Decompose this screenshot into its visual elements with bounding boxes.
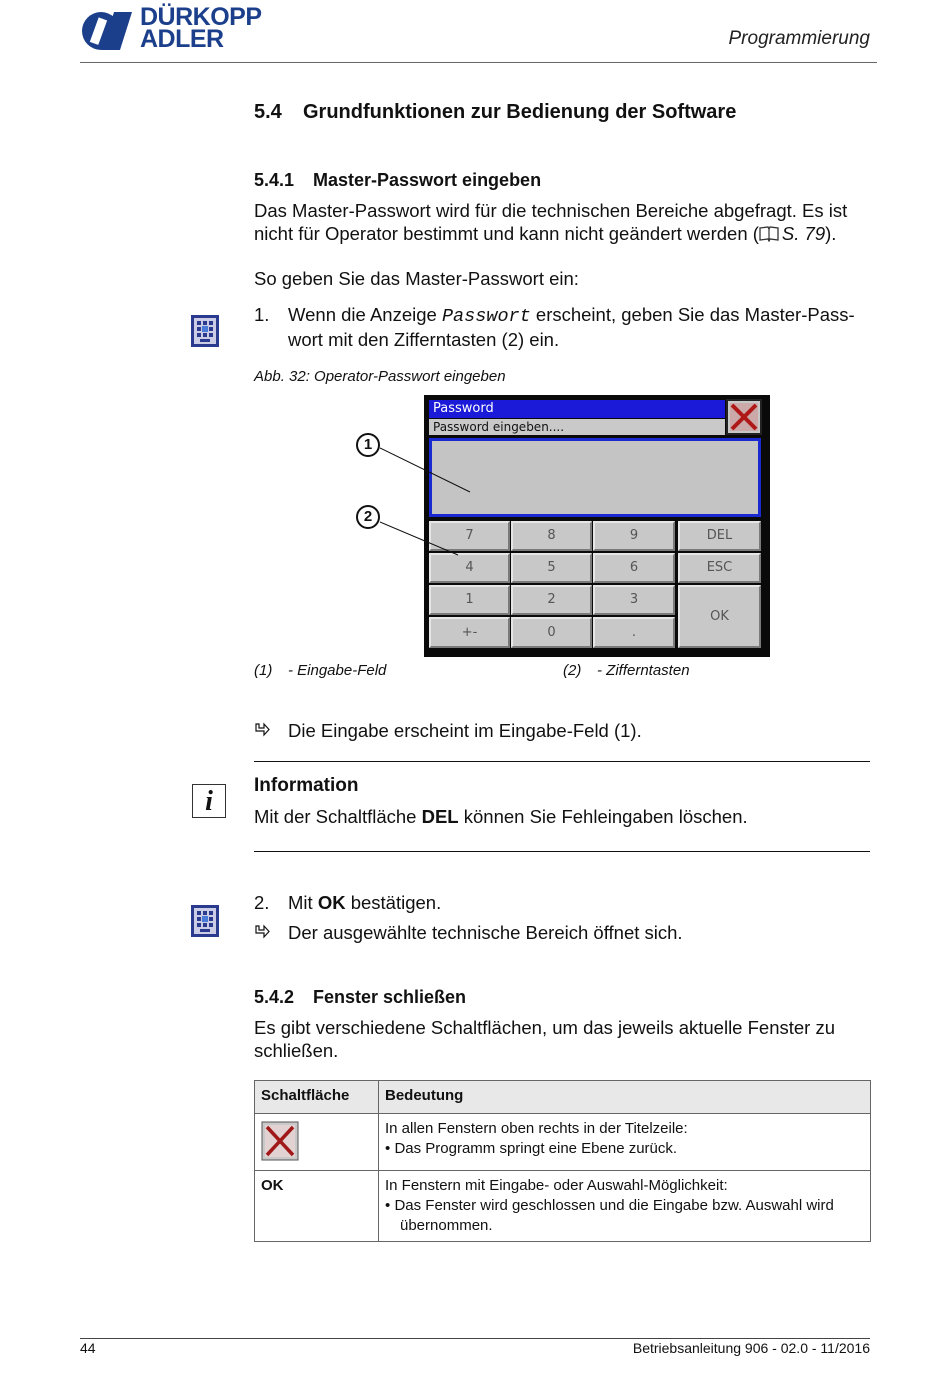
info-bottom-divider bbox=[254, 851, 870, 852]
step-1-line bbox=[254, 303, 870, 328]
intro-line: schließen. bbox=[254, 1040, 339, 1061]
dialog-prompt: Password eingeben.... bbox=[429, 419, 725, 435]
result-text: Der ausgewählte technische Bereich öffnet sich. bbox=[288, 922, 683, 943]
key-plus-minus[interactable]: +- bbox=[429, 617, 510, 648]
section-title: Grundfunktionen zur Bedienung der Software bbox=[303, 101, 737, 123]
step-text: Mit bbox=[288, 892, 318, 913]
header-section-title: Programmierung bbox=[728, 28, 870, 49]
table-header-row bbox=[255, 1081, 871, 1114]
callout-2: 2 bbox=[356, 505, 380, 529]
figure-caption: Abb. 32: Operator-Passwort eingeben bbox=[254, 368, 506, 385]
intro-line bbox=[254, 222, 870, 245]
input-field[interactable] bbox=[429, 438, 761, 517]
key-7[interactable]: 7 bbox=[429, 521, 510, 551]
bullet-glyph: • bbox=[385, 1197, 391, 1214]
bullet-text: Das Programm springt eine Ebene zurück. bbox=[394, 1140, 678, 1157]
section-heading-5-4-1 bbox=[254, 170, 541, 191]
keypad-operator-icon bbox=[191, 905, 219, 937]
result-1 bbox=[254, 719, 870, 742]
key-5[interactable]: 5 bbox=[511, 553, 592, 583]
step-text: bestätigen. bbox=[345, 892, 442, 913]
cell-bullet bbox=[385, 1196, 864, 1236]
key-decimal[interactable]: . bbox=[593, 617, 675, 648]
table-cell bbox=[255, 1114, 379, 1171]
legend-text: - Eingabe-Feld bbox=[288, 662, 387, 679]
key-3[interactable]: 3 bbox=[593, 585, 675, 615]
step-2 bbox=[254, 891, 870, 914]
legend-text: - Zifferntasten bbox=[597, 662, 690, 679]
cell-text: In Fenstern mit Eingabe- oder Auswahl-Möglichkeit: bbox=[385, 1177, 728, 1194]
key-9[interactable]: 9 bbox=[593, 521, 675, 551]
step-text: erscheint, geben Sie das Master-Pass- bbox=[530, 304, 855, 325]
bullet-glyph: • bbox=[385, 1140, 391, 1157]
info-text-part: können Sie Fehleingaben löschen. bbox=[458, 806, 748, 827]
key-1[interactable]: 1 bbox=[429, 585, 510, 615]
table-cell bbox=[379, 1114, 871, 1171]
column-header: Bedeutung bbox=[379, 1081, 871, 1114]
intro-text: ). bbox=[825, 223, 837, 244]
legend-item-2 bbox=[563, 662, 690, 679]
key-del[interactable]: DEL bbox=[678, 521, 761, 551]
callout-leader-lines bbox=[378, 440, 478, 560]
duerkopp-adler-logo-icon bbox=[80, 10, 134, 52]
table-row bbox=[255, 1114, 871, 1171]
step-1-line: wort mit den Zifferntasten (2) ein. bbox=[288, 329, 560, 350]
display-text-code: Passwort bbox=[441, 306, 531, 327]
document-id: Betriebsanleitung 906 - 02.0 - 11/2016 bbox=[632, 1340, 870, 1356]
brand-line-1: DÜRKOPP bbox=[140, 3, 262, 31]
dialog-close-button[interactable] bbox=[726, 399, 762, 435]
footer-divider bbox=[80, 1338, 870, 1339]
intro-line: Das Master-Passwort wird für die technischen Bereiche abgefragt. Es ist bbox=[254, 200, 848, 221]
legend-number: (2) bbox=[563, 662, 582, 679]
section-heading-5-4-2 bbox=[254, 987, 466, 1008]
dialog-title-bar: Password bbox=[429, 400, 725, 418]
section-number: 5.4.1 bbox=[254, 170, 295, 190]
table-cell: OK bbox=[255, 1171, 379, 1242]
table-row bbox=[255, 1171, 871, 1242]
key-6[interactable]: 6 bbox=[593, 553, 675, 583]
step-text-bold: OK bbox=[317, 892, 346, 913]
information-icon: i bbox=[192, 784, 226, 818]
section-heading-5-4 bbox=[254, 101, 736, 124]
result-2 bbox=[254, 921, 870, 944]
section-title: Fenster schließen bbox=[313, 987, 467, 1007]
book-icon bbox=[759, 226, 779, 242]
result-arrow-icon bbox=[254, 921, 288, 944]
header-divider bbox=[80, 62, 877, 63]
step-text: Wenn die Anzeige bbox=[288, 304, 442, 325]
intro-paragraph bbox=[254, 199, 870, 245]
key-4[interactable]: 4 bbox=[429, 553, 510, 583]
cell-text: In allen Fenstern oben rechts in der Titelzeile: bbox=[385, 1120, 688, 1137]
intro-line: Es gibt verschiedene Schaltflächen, um das jeweils aktuelle Fenster zu bbox=[254, 1017, 835, 1038]
legend-number: (1) bbox=[254, 662, 273, 679]
page-reference-link[interactable]: S. 79 bbox=[781, 223, 826, 244]
key-8[interactable]: 8 bbox=[511, 521, 592, 551]
step-1 bbox=[254, 303, 870, 351]
cell-bullet bbox=[385, 1139, 864, 1159]
brand-line-2: ADLER bbox=[140, 25, 224, 53]
info-title: Information bbox=[254, 775, 359, 796]
legend-item-1 bbox=[254, 662, 386, 679]
info-top-divider bbox=[254, 761, 870, 762]
brand-name bbox=[140, 3, 262, 53]
result-arrow-icon bbox=[254, 719, 288, 742]
key-0[interactable]: 0 bbox=[511, 617, 592, 648]
section-title: Master-Passwort eingeben bbox=[313, 170, 542, 190]
step-number: 1. bbox=[254, 304, 270, 325]
info-text-part: Mit der Schaltfläche bbox=[254, 806, 422, 827]
bullet-text: Das Fenster wird geschlossen und die Eingabe bzw. Auswahl wird übernommen. bbox=[394, 1197, 834, 1234]
page-number: 44 bbox=[80, 1340, 96, 1356]
table-cell bbox=[379, 1171, 871, 1242]
info-text-bold: DEL bbox=[421, 806, 459, 827]
how-to-text: So geben Sie das Master-Passwort ein: bbox=[254, 268, 579, 289]
key-esc[interactable]: ESC bbox=[678, 553, 761, 583]
close-x-icon bbox=[728, 401, 760, 433]
column-header: Schaltfläche bbox=[255, 1081, 379, 1114]
intro-text: nicht für Operator bestimmt und kann nicht geändert werden ( bbox=[254, 223, 759, 244]
step-number: 2. bbox=[254, 892, 270, 913]
section-number: 5.4 bbox=[254, 101, 282, 123]
close-x-icon bbox=[261, 1121, 299, 1161]
info-text bbox=[254, 805, 870, 828]
keypad-operator-icon bbox=[191, 315, 219, 347]
section-number: 5.4.2 bbox=[254, 987, 295, 1007]
buttons-table bbox=[254, 1080, 871, 1242]
key-ok[interactable]: OK bbox=[678, 585, 761, 648]
section-5-4-2-intro bbox=[254, 1016, 870, 1062]
result-text: Die Eingabe erscheint im Eingabe-Feld (1). bbox=[288, 720, 642, 741]
key-2[interactable]: 2 bbox=[511, 585, 592, 615]
callout-1: 1 bbox=[356, 433, 380, 457]
